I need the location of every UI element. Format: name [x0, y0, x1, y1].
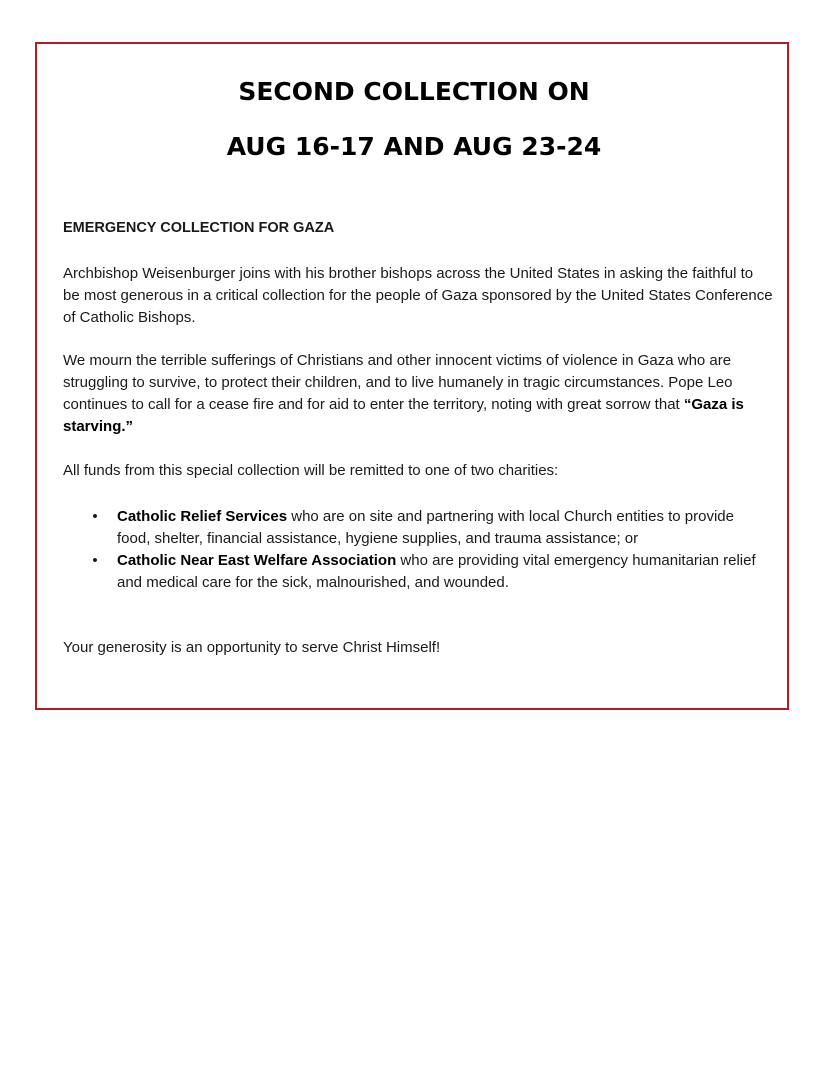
bullet-icon: •	[92, 552, 98, 569]
paragraph-mourn-text: We mourn the terrible sufferings of Christians and other innocent victims of violence in Gaza who are struggling to survive, to protect their children, and to live humanely in tragic circumstances. Pope Leo continues to call for a cease fire and for aid to enter the territory, noting with great sorrow that	[63, 352, 733, 413]
notice-frame	[35, 42, 789, 710]
heading-line-1: SECOND COLLECTION ON	[238, 77, 590, 106]
closing-line: Your generosity is an opportunity to serve Christ Himself!	[63, 639, 441, 656]
charity-description: who are on site and partnering with local Church entities to provide food, shelter, financial assistance, hygiene supplies, and trauma assistance; or	[117, 508, 734, 547]
heading-line-2: AUG 16-17 AND AUG 23-24	[226, 132, 602, 161]
paragraph-mourn	[63, 350, 773, 438]
charity-list	[89, 506, 759, 594]
bullet-icon: •	[92, 508, 98, 525]
charity-name: Catholic Near East Welfare Association	[117, 552, 397, 569]
charity-item	[89, 550, 759, 594]
section-title: EMERGENCY COLLECTION FOR GAZA	[63, 220, 335, 236]
gaza-starving-quote: “Gaza is starving.”	[63, 396, 744, 435]
charity-description: who are providing vital emergency humanitarian relief and medical care for the sick, malnourished, and wounded.	[117, 552, 756, 591]
paragraph-funds: All funds from this special collection will be remitted to one of two charities:	[63, 462, 559, 479]
charity-item	[89, 506, 759, 550]
paragraph-intro: Archbishop Weisenburger joins with his brother bishops across the United States in asking the faithful to be most generous in a critical collection for the people of Gaza sponsored by the United States Conference of Catholic Bishops.	[63, 265, 773, 326]
charity-name: Catholic Relief Services	[117, 508, 288, 525]
